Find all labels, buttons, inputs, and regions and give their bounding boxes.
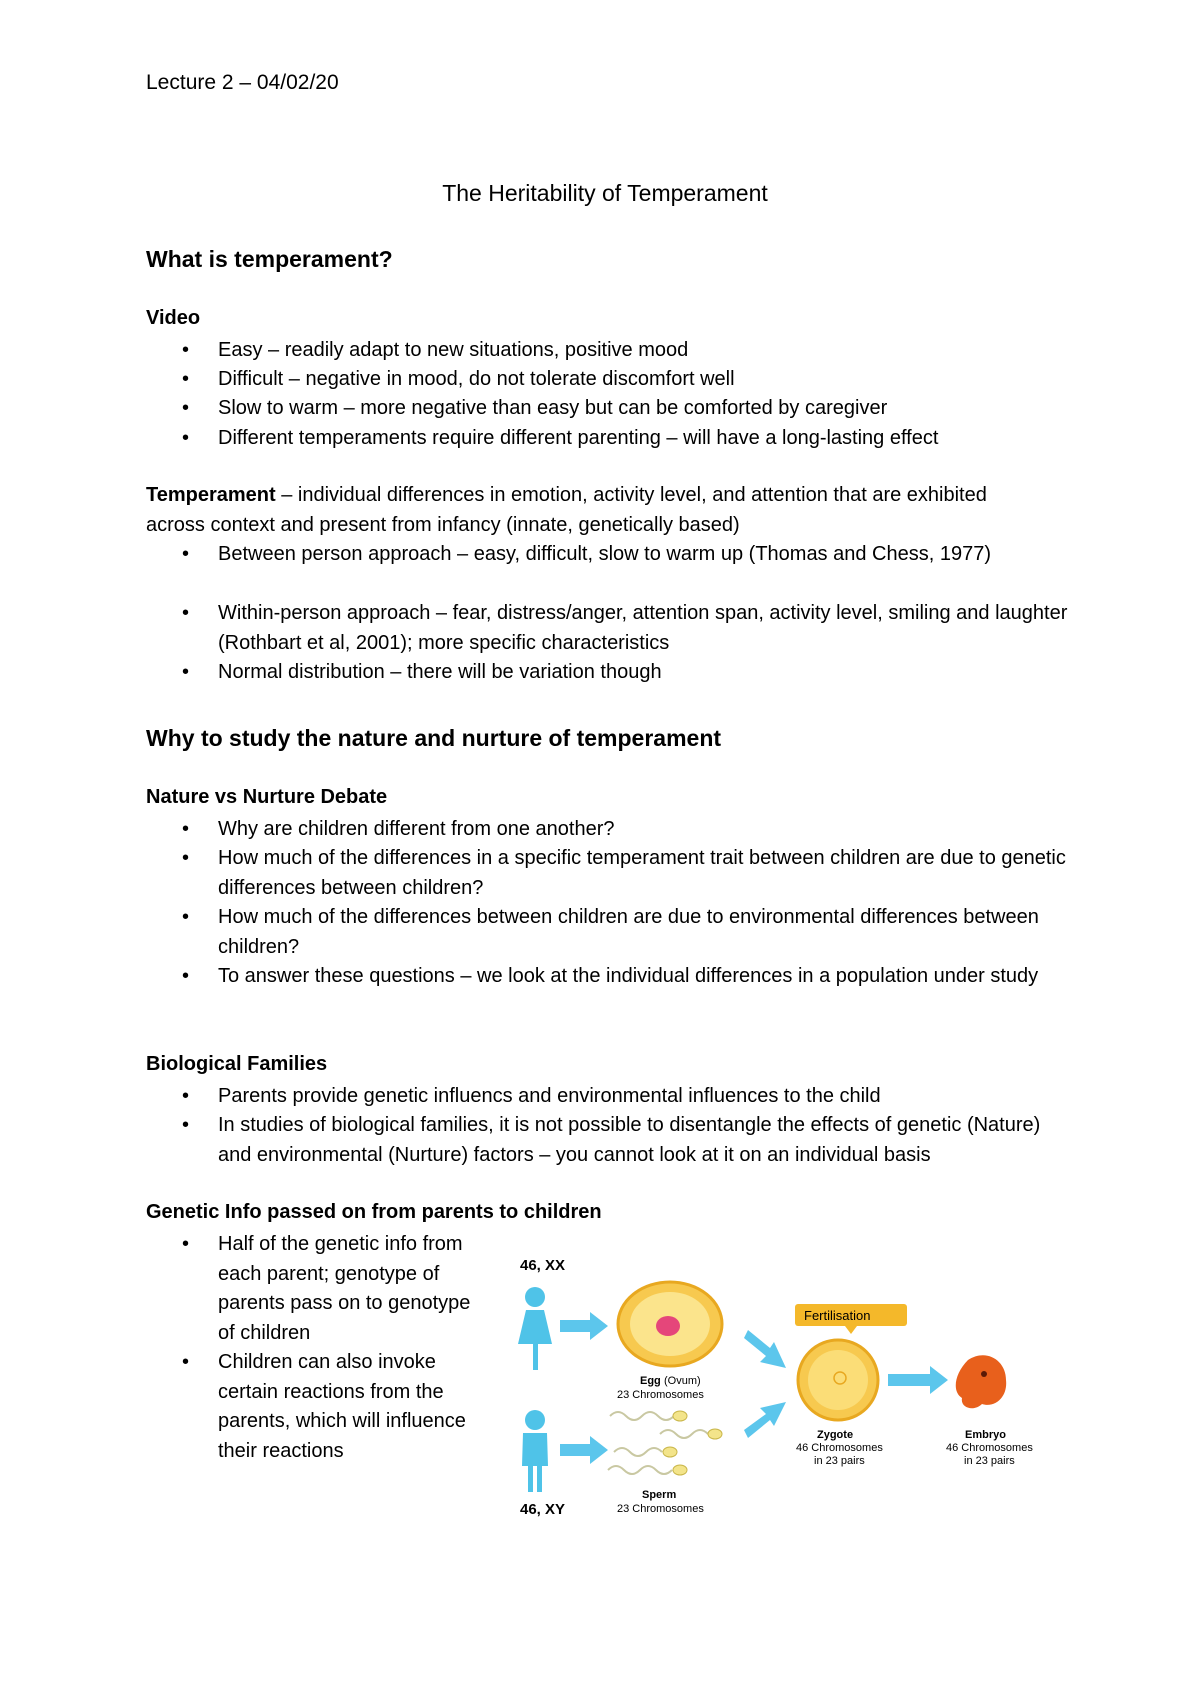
subheading-families: Biological Families [146,1053,328,1075]
zygote-pairs: in 23 pairs [814,1455,865,1467]
sperm-chromosomes: 23 Chromosomes [617,1503,704,1515]
arrow-icon [744,1330,786,1368]
zygote-chromosomes: 46 Chromosomes [796,1442,883,1454]
sperm-heads-icon [663,1411,722,1475]
arrow-icon [560,1312,608,1340]
arrow-icon [744,1402,786,1438]
list-item: • Children can also invoke certain reactions from the parents, which will influence their reactions [218,1348,488,1466]
subheading-video: Video [146,307,201,329]
embryo-pairs: in 23 pairs [964,1455,1015,1467]
embryo-title: Embryo [965,1429,1006,1441]
list-item: • How much of the differences in a specific temperament trait between children are due to genetic differences between children? [218,844,1068,903]
embryo-icon [956,1355,1006,1408]
list-item: • Difficult – negative in mood, do not tolerate discomfort well [218,365,1068,395]
sperm-cells-icon [608,1412,708,1474]
fertilisation-diagram [490,1252,1050,1522]
male-figure-icon [522,1410,548,1492]
arrow-icon [560,1436,608,1464]
egg-title: Egg [640,1375,661,1387]
list-item: • Slow to warm – more negative than easy but can be comforted by caregiver [218,394,1068,424]
subheading-genetic: Genetic Info passed on from parents to children [146,1201,602,1223]
egg-subtitle: (Ovum) [664,1375,701,1387]
sperm-title: Sperm [642,1489,677,1501]
female-figure-icon [518,1287,552,1370]
list-item: • Different temperaments require different parenting – will have a long-lasting effect [218,424,1068,454]
arrow-icon [888,1366,948,1394]
definition-paragraph [146,481,1046,540]
list-item: • To answer these questions – we look at the individual differences in a population under study [218,962,1068,992]
list-item: • Between person approach – easy, difficult, slow to warm up (Thomas and Chess, 1977) [218,540,1068,570]
egg-chromosomes: 23 Chromosomes [617,1389,704,1401]
list-item: • In studies of biological families, it is not possible to disentangle the effects of genetic (Nature) and environmental (Nurture) factors – you cannot look at it on an individual basis [218,1111,1068,1170]
list-item: • Half of the genetic info from each parent; genotype of parents pass on to genotype of children [218,1230,488,1348]
list-item: • Parents provide genetic influencs and environmental influences to the child [218,1082,1068,1112]
section-heading-nature-nurture: Why to study the nature and nurture of temperament [146,725,722,751]
list-item: • Easy – readily adapt to new situations, positive mood [218,336,1068,366]
embryo-chromosomes: 46 Chromosomes [946,1442,1033,1454]
fertilisation-label: Fertilisation [804,1308,871,1323]
list-item: • Why are children different from one another? [218,815,1068,845]
female-karyotype-label: 46, XX [520,1257,566,1274]
list-item: • Normal distribution – there will be variation though [218,658,1068,688]
list-item: • How much of the differences between children are due to environmental differences between children? [218,903,1068,962]
egg-cell-icon [618,1282,722,1366]
section-heading-what-is-temperament: What is temperament? [146,246,393,272]
male-karyotype-label: 46, XY [520,1501,566,1518]
zygote-title: Zygote [817,1429,854,1441]
definition-text: – individual differences in emotion, activity level, and attention that are exhibited across context and present from infancy (innate, genetically based) [146,484,987,536]
subheading-debate: Nature vs Nurture Debate [146,786,388,808]
definition-term: Temperament [146,484,276,506]
lecture-header: Lecture 2 – 04/02/20 [146,71,339,94]
pointer-icon [845,1326,857,1334]
page-title: The Heritability of Temperament [442,180,768,206]
list-item: • Within-person approach – fear, distress/anger, attention span, activity level, smiling and laughter (Rothbart et al, 2001); more specific characteristics [218,599,1068,658]
zygote-cell-icon [798,1340,878,1420]
